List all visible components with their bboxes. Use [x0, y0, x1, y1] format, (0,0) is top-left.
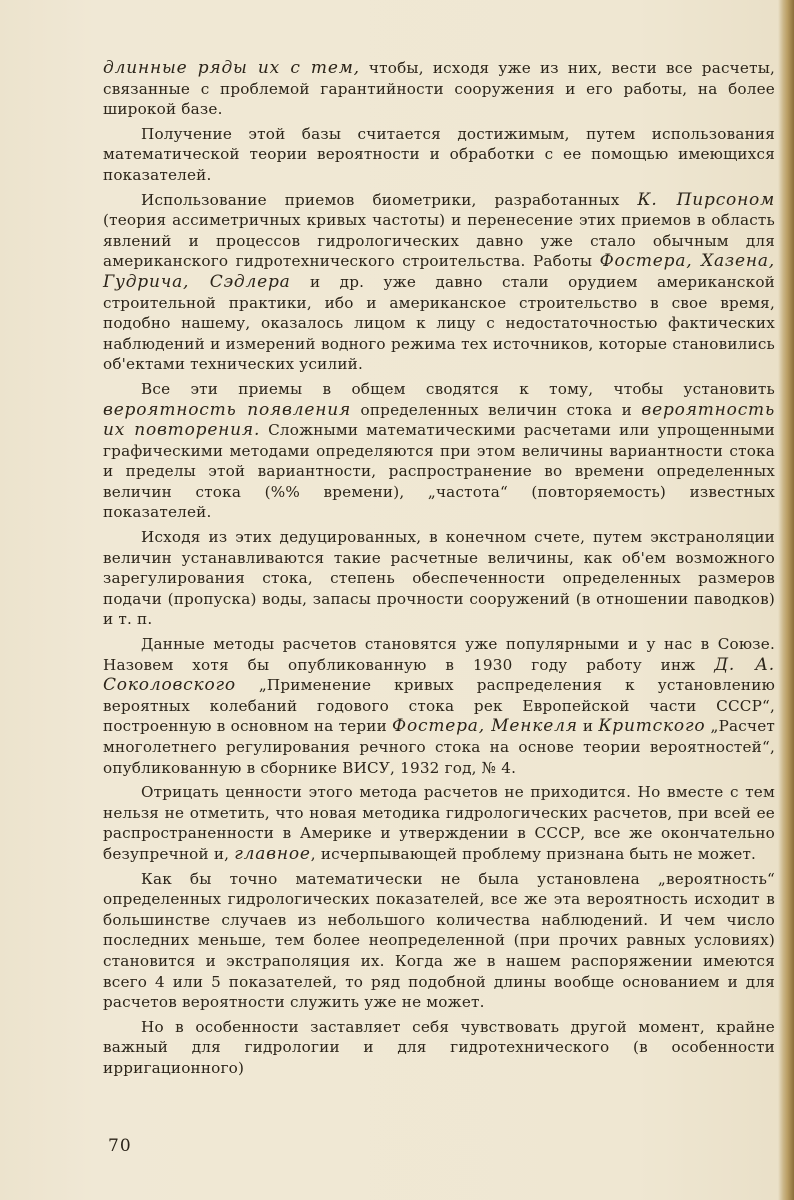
italic-run: Фостера, Хазена, Гудрича, Сэдлера — [103, 251, 775, 292]
text-run: Но в особенности заставляет себя чувствовать другой момент, крайне важный для гидрологии и для гидротехнического (в особенности ирригационного) — [103, 1017, 775, 1077]
text-run: и — [577, 717, 599, 736]
text-run: Данные методы расчетов становятся уже популярными и у нас в Союзе. Назовем хотя бы опубликованную в 1930 году работу инж — [103, 635, 775, 674]
paragraph — [103, 869, 775, 1013]
italic-run: К. Пирсоном — [637, 189, 775, 210]
italic-run: длинные ряды их с тем, — [103, 58, 360, 78]
paragraph — [103, 379, 775, 523]
text-run: и др. уже давно стали орудием американской строительной практики, ибо и американское строительство в свое время, подобно нашему, оказалось лицом к лицу с недостаточностью фактических наблюдений и измерений водного режима тех источников, которые становились об'ектами технических усилий. — [103, 272, 775, 374]
paragraph — [103, 782, 775, 864]
paragraph — [103, 124, 775, 186]
text-run: Использование приемов биометрики, разработанных — [141, 190, 638, 209]
italic-run: вероятность их повторения. — [103, 399, 775, 441]
paragraph — [103, 634, 775, 778]
italic-run: Критского — [598, 716, 706, 737]
text-run: Получение этой базы считается достижимым, путем использования математической теории вероятности и обработки с ее помощью имеющихся показателей. — [103, 124, 775, 184]
text-run: „Расчет многолетнего регулирования речного стока на основе теории вероятностей“, опубликованную в сборнике ВИСУ, 1932 год, № 4. — [103, 717, 775, 777]
text-run: чтобы, исходя уже из них, вести все расчеты, связанные с проблемой гарантийности сооружения и его работы, на более широкой базе. — [103, 59, 776, 119]
text-run: Как бы точно математически не была установлена „вероятность“ определенных гидрологических показателей, все же эта вероятность исходит в большинстве случаев из небольшого количества наблюдений. И чем число последних меньше, тем более неопределенной (при прочих равных условиях) становится и экстраполяция их. Когда же в нашем распоряжении имеются всего 4 или 5 показателей, то ряд подобной длины вообще основанием и для расчетов вероятности служить уже не может. — [103, 869, 775, 1012]
italic-run: Д. А. Соколовского — [103, 654, 775, 696]
text-run: Отрицать ценности этого метода расчетов не приходится. Но вместе с тем нельзя не отметить, что новая методика гидрологических расчетов, при всей ее распространенности в Америке и утверждении в СССР, все же окончательно безупречной и, — [103, 783, 775, 863]
text-run: , исчерпывающей проблему признана быть не может. — [310, 844, 757, 863]
italic-run: Фостера, Менкеля — [392, 716, 578, 737]
text-run: Исходя из этих дедуцированных, в конечном счете, путем экстраноляции величин устанавливаются такие расчетные величины, как об'ем возможного зарегулирования стока, степень обеспеченности определенных размеров подачи (пропуска) воды, запасы прочности сооружений (в отношении паводков) и т. п. — [103, 528, 775, 629]
text-run: Сложными математическими расчетами или упрощенными графическими методами определяются при этом величины вариантности стока и пределы этой вариантности, распространение во времени определенных величин стока (%% времени), „частота“ (повторяемость) известных показателей. — [103, 421, 775, 522]
paragraph — [103, 1017, 775, 1079]
italic-run: вероятность появления — [103, 399, 352, 420]
italic-run: главное — [234, 843, 311, 864]
text-run: „Применение кривых распределения к установлению вероятных колебаний годового стока рек Европейской части СССР“, построенную в основном на терии — [103, 676, 775, 736]
text-run: Все эти приемы в общем сводятся к тому, чтобы установить — [141, 379, 775, 398]
text-run: определенных величин стока и — [351, 400, 642, 419]
text-run: (теория ассиметричных кривых частоты) и перенесение этих приемов в область явлений и процессов гидрологических давно уже стало обычным для американского гидротехнического строительства. Работы — [103, 211, 775, 271]
paragraph — [103, 527, 775, 630]
page-edge-shadow — [778, 0, 794, 1200]
paragraph — [103, 58, 775, 120]
page-number: 70 — [108, 1136, 132, 1156]
paragraph — [103, 190, 775, 375]
body-text — [103, 58, 775, 1083]
